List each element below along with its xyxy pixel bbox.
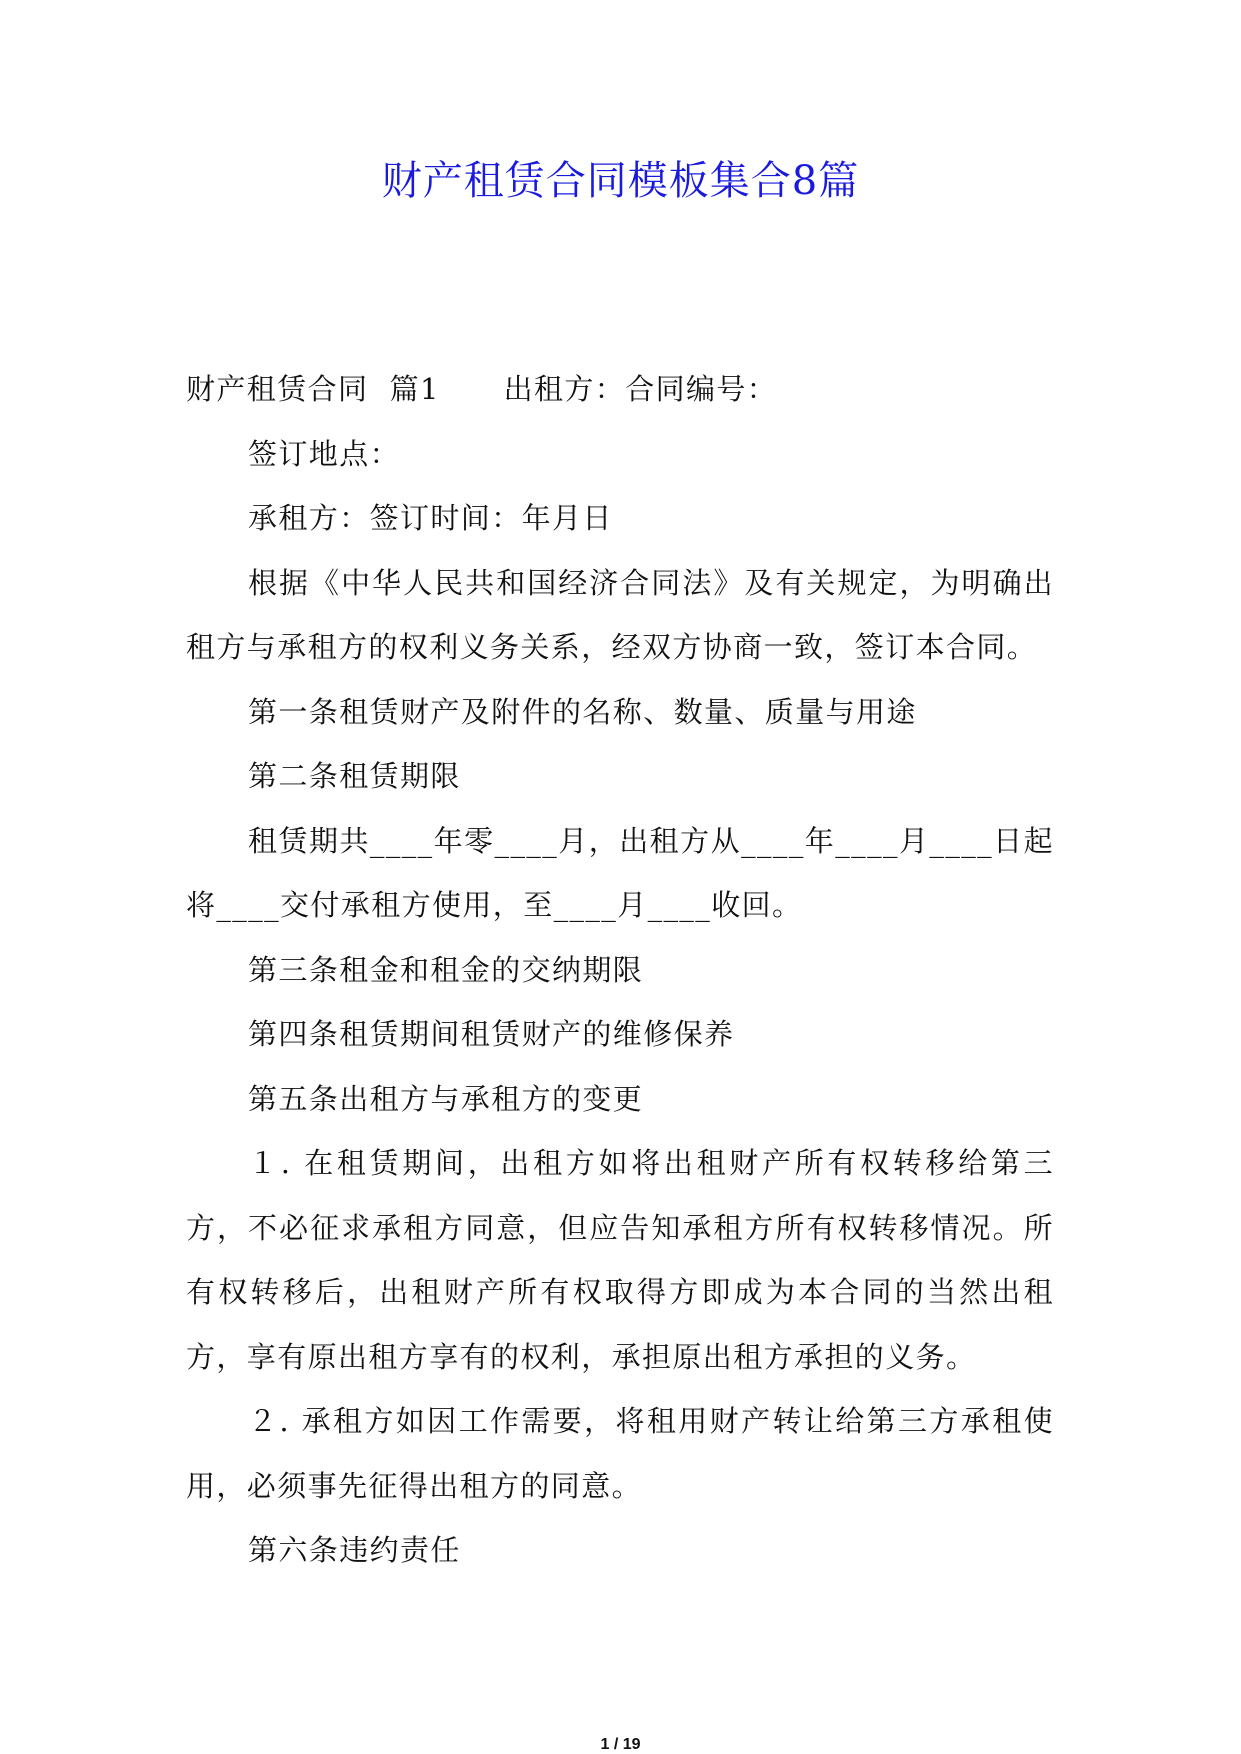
clause-2-heading: 第二条租赁期限 (248, 759, 461, 793)
paragraph-lessee-signing-time: 承租方：签订时间：年月日 (248, 501, 613, 535)
document-title: 财产租赁合同模板集合8篇 (381, 158, 860, 204)
clause-3-heading: 第三条租金和租金的交纳期限 (248, 952, 644, 987)
page-number: 1 / 19 (600, 1736, 641, 1753)
paragraph-header-line: 财产租赁合同 篇1 出租方：合同编号： (186, 372, 778, 406)
paragraph-lease-term: 租赁期共____年零____月，出租方从____年____月____日起将____交付承租方使用，至____月____收回。 (186, 823, 1054, 922)
clause-5-item-2: ２. 承租方如因工作需要，将租用财产转让给第三方承租使用，必须事先征得出租方的同意。 (186, 1404, 1054, 1503)
document-body (186, 357, 1054, 1583)
clause-6-heading: 第六条违约责任 (248, 1533, 461, 1567)
clause-5-heading: 第五条出租方与承租方的变更 (248, 1081, 644, 1116)
paragraph-signing-place: 签订地点： (248, 436, 401, 471)
clause-5-item-1: １. 在租赁期间，出租方如将出租财产所有权转移给第三方，不必征求承租方同意，但应告知承租方所有权转移情况。所有权转移后，出租财产所有权取得方即成为本合同的当然出租方，享有原出租方享有的权利，承担原出租方承担的义务。 (186, 1146, 1054, 1374)
paragraph-preamble: 根据《中华人民共和国经济合同法》及有关规定，为明确出租方与承租方的权利义务关系，经双方协商一致，签订本合同。 (186, 565, 1054, 664)
clause-4-heading: 第四条租赁期间租赁财产的维修保养 (248, 1017, 735, 1051)
clause-1-heading: 第一条租赁财产及附件的名称、数量、质量与用途 (248, 694, 917, 729)
